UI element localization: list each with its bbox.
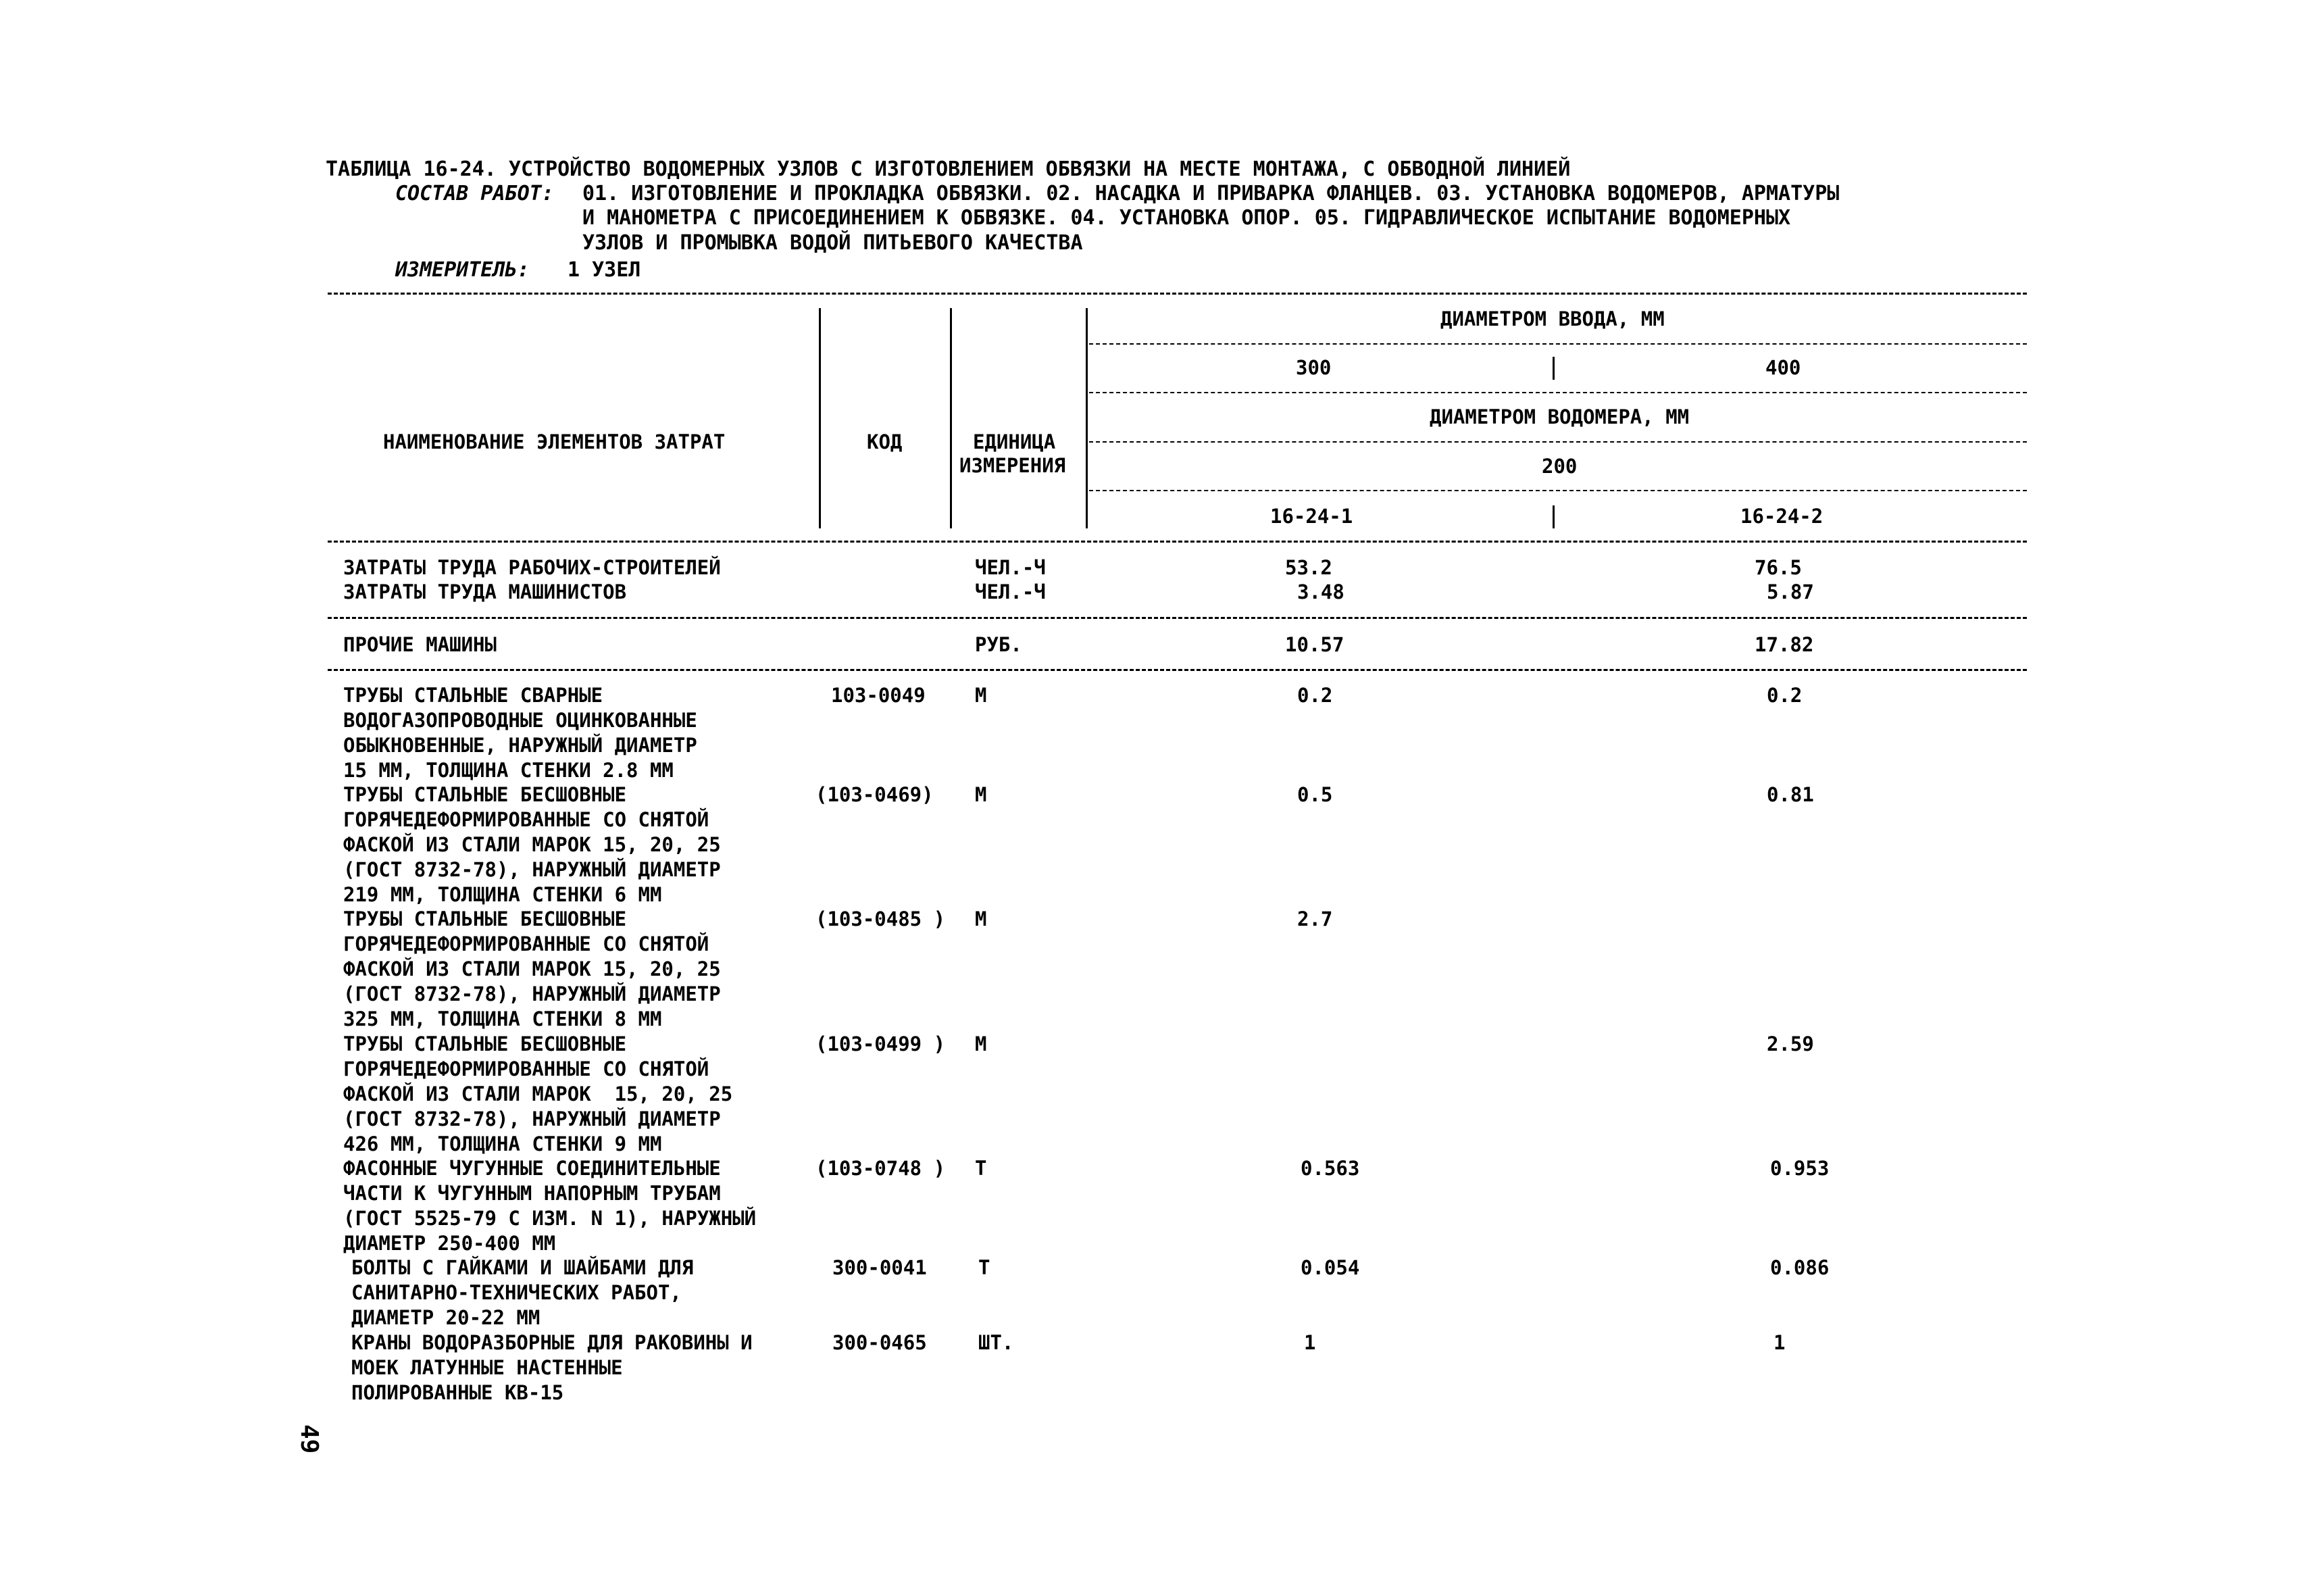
material-line: ГОРЯЧЕДЕФОРМИРОВАННЫЕ СО СНЯТОЙ [343,808,709,831]
material-line: ФАСКОЙ ИЗ СТАЛИ МАРОК 15, 20, 25 [343,1082,733,1105]
rule-top [328,293,2027,295]
material-line: ФАСКОЙ ИЗ СТАЛИ МАРОК 15, 20, 25 [343,957,721,980]
material-value-b: 0.2 [1767,684,1803,707]
rule-labor-bottom [328,617,2027,619]
labor-unit: ЧЕЛ.-Ч [975,580,1046,603]
machines-value-b: 17.82 [1755,633,1814,656]
material-line: (ГОСТ 8732-78), НАРУЖНЫЙ ДИАМЕТР [343,858,721,881]
material-unit: М [975,684,987,707]
material-unit: Т [975,1157,987,1180]
material-unit: М [975,783,987,806]
material-unit: М [975,907,987,930]
material-line: (ГОСТ 5525-79 С ИЗМ. N 1), НАРУЖНЫЙ [343,1207,757,1230]
labor-value-b: 76.5 [1755,556,1802,579]
material-line: ПОЛИРОВАННЫЕ КВ-15 [351,1381,564,1404]
machines-name: ПРОЧИЕ МАШИНЫ [343,633,497,656]
material-line: САНИТАРНО-ТЕХНИЧЕСКИХ РАБОТ, [351,1281,682,1304]
col-sep-unit [1086,308,1088,528]
material-line: ТРУБЫ СТАЛЬНЫЕ СВАРНЫЕ [343,684,603,707]
material-line: ГОРЯЧЕДЕФОРМИРОВАННЫЕ СО СНЯТОЙ [343,1057,709,1080]
material-line: ВОДОГАЗОПРОВОДНЫЕ ОЦИНКОВАННЫЕ [343,709,697,732]
material-value-a: 0.054 [1301,1256,1360,1279]
material-value-a: 0.563 [1301,1157,1360,1180]
izmeritel-label: ИЗМЕРИТЕЛЬ: [395,258,530,282]
material-value-a: 2.7 [1297,907,1333,930]
header-unit-2: ИЗМЕРЕНИЯ [959,454,1066,477]
material-unit: Т [978,1256,990,1279]
material-line: КРАНЫ ВОДОРАЗБОРНЫЕ ДЛЯ РАКОВИНЫ И [351,1331,753,1354]
material-value-a: 0.5 [1297,783,1333,806]
material-code: 300-0465 [832,1331,927,1354]
header-diam-meter-val: 200 [1542,455,1578,478]
rule-h3 [1089,441,2027,443]
machines-value-a: 10.57 [1285,633,1344,656]
material-code: (103-0499 ) [815,1032,946,1055]
material-line: ФАСОННЫЕ ЧУГУННЫЕ СОЕДИНИТЕЛЬНЫЕ [343,1157,721,1180]
material-unit: М [975,1032,987,1055]
header-code-b: 16-24-2 [1740,505,1823,528]
material-value-b: 1 [1774,1331,1786,1354]
header-diam-meter: ДИАМЕТРОМ ВОДОМЕРА, ММ [1430,405,1690,428]
rule-machines-bottom [328,669,2027,671]
material-line: ТРУБЫ СТАЛЬНЫЕ БЕСШОВНЫЕ [343,1032,627,1055]
material-line: 219 ММ, ТОЛЩИНА СТЕНКИ 6 ММ [343,883,662,906]
header-diam-input: ДИАМЕТРОМ ВВОДА, ММ [1440,307,1665,330]
material-code: 300-0041 [832,1256,927,1279]
labor-value-a: 3.48 [1297,580,1344,603]
material-code: (103-0485 ) [815,907,946,930]
material-line: (ГОСТ 8732-78), НАРУЖНЫЙ ДИАМЕТР [343,1107,721,1130]
material-code: 103-0049 [831,684,926,707]
material-line: БОЛТЫ С ГАЙКАМИ И ШАЙБАМИ ДЛЯ [351,1256,694,1279]
material-value-b: 2.59 [1767,1032,1814,1055]
rule-h1 [1089,343,2027,345]
header-diam-input-a: 300 [1296,356,1332,379]
sostav-line-2: И МАНОМЕТРА С ПРИСОЕДИНЕНИЕМ К ОБВЯЗКЕ. 04. УСТАНОВКА ОПОР. 05. ГИДРАВЛИЧЕСКОЕ ИСПЫТАНИЕ ВОДОМЕРНЫХ [582,206,1791,230]
material-line: ДИАМЕТР 20-22 ММ [351,1306,540,1329]
izmeritel-value: 1 УЗЕЛ [568,258,641,282]
material-code: (103-0469) [815,783,934,806]
labor-value-b: 5.87 [1767,580,1814,603]
table-title: ТАБЛИЦА 16-24. УСТРОЙСТВО ВОДОМЕРНЫХ УЗЛОВ С ИЗГОТОВЛЕНИЕМ ОБВЯЗКИ НА МЕСТЕ МОНТАЖА, С ОБВОДНОЙ ЛИНИЕЙ [326,157,1571,181]
rule-header-bottom [328,541,2027,543]
col-sep-diam-input [1553,357,1555,380]
labor-name: ЗАТРАТЫ ТРУДА РАБОЧИХ-СТРОИТЕЛЕЙ [343,556,721,579]
material-value-b: 0.953 [1770,1157,1830,1180]
sostav-label: СОСТАВ РАБОТ: [395,182,554,205]
page-number: 49 [295,1424,323,1454]
material-line: ТРУБЫ СТАЛЬНЫЕ БЕСШОВНЫЕ [343,907,627,930]
header-unit-1: ЕДИНИЦА [973,430,1056,453]
rule-h2 [1089,392,2027,393]
material-line: ГОРЯЧЕДЕФОРМИРОВАННЫЕ СО СНЯТОЙ [343,932,709,955]
material-value-b: 0.086 [1770,1256,1830,1279]
col-sep-codes [1553,505,1555,528]
col-sep-code [950,308,952,528]
material-line: 325 ММ, ТОЛЩИНА СТЕНКИ 8 ММ [343,1007,662,1030]
labor-value-a: 53.2 [1285,556,1332,579]
material-line: ДИАМЕТР 250-400 ММ [343,1232,556,1255]
material-line: ЧАСТИ К ЧУГУННЫМ НАПОРНЫМ ТРУБАМ [343,1182,721,1205]
sostav-line-3: УЗЛОВ И ПРОМЫВКА ВОДОЙ ПИТЬЕВОГО КАЧЕСТВА [582,231,1083,255]
header-diam-input-b: 400 [1765,356,1801,379]
labor-name: ЗАТРАТЫ ТРУДА МАШИНИСТОВ [343,580,627,603]
labor-unit: ЧЕЛ.-Ч [975,556,1046,579]
header-code-a: 16-24-1 [1270,505,1353,528]
material-line: ТРУБЫ СТАЛЬНЫЕ БЕСШОВНЫЕ [343,783,627,806]
material-line: ОБЫКНОВЕННЫЕ, НАРУЖНЫЙ ДИАМЕТР [343,734,697,757]
rule-h4 [1089,490,2027,491]
material-value-b: 0.81 [1767,783,1814,806]
material-value-a: 1 [1304,1331,1316,1354]
header-name: НАИМЕНОВАНИЕ ЭЛЕМЕНТОВ ЗАТРАТ [383,430,726,453]
material-line: 426 ММ, ТОЛЩИНА СТЕНКИ 9 ММ [343,1132,662,1155]
material-line: (ГОСТ 8732-78), НАРУЖНЫЙ ДИАМЕТР [343,982,721,1005]
material-line: ФАСКОЙ ИЗ СТАЛИ МАРОК 15, 20, 25 [343,833,721,856]
material-line: 15 ММ, ТОЛЩИНА СТЕНКИ 2.8 ММ [343,759,674,782]
header-code: КОД [867,430,903,453]
material-line: МОЕК ЛАТУННЫЕ НАСТЕННЫЕ [351,1356,623,1379]
material-value-a: 0.2 [1297,684,1333,707]
col-sep-name [819,308,821,528]
machines-unit: РУБ. [975,633,1022,656]
material-unit: ШТ. [978,1331,1014,1354]
sostav-line-1: 01. ИЗГОТОВЛЕНИЕ И ПРОКЛАДКА ОБВЯЗКИ. 02. НАСАДКА И ПРИВАРКА ФЛАНЦЕВ. 03. УСТАНОВКА ВОДОМЕРОВ, АРМАТУРЫ [582,182,1840,205]
material-code: (103-0748 ) [815,1157,946,1180]
